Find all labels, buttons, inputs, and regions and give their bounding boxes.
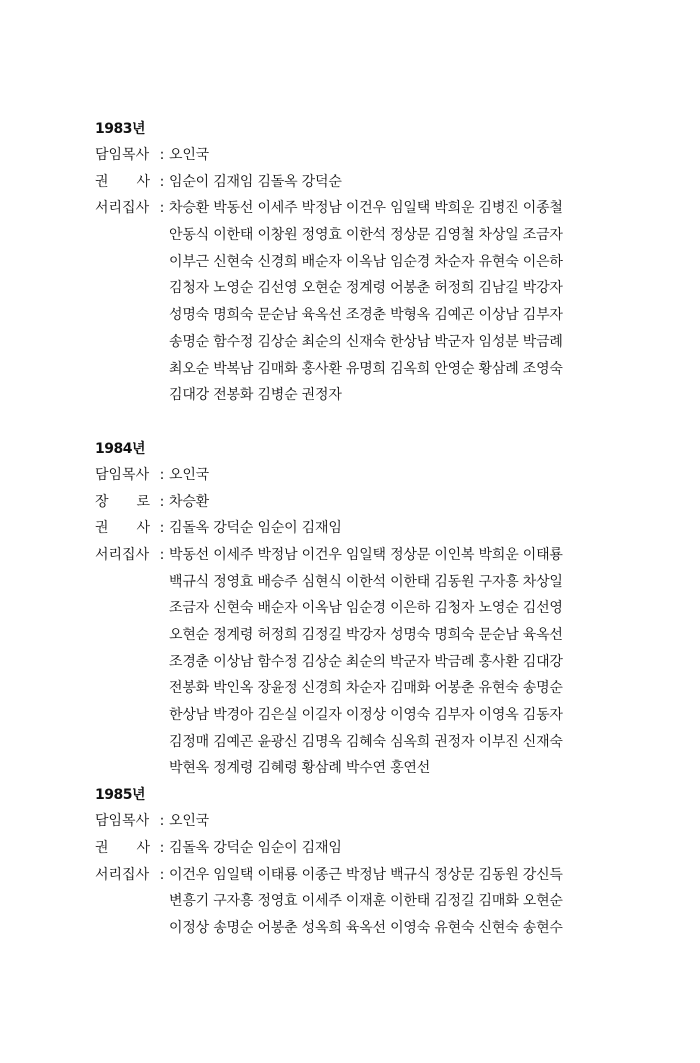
names-list <box>169 462 605 489</box>
year-heading: 1984년 <box>95 440 145 457</box>
names-line: 오인국 <box>169 466 209 483</box>
names-list <box>169 169 605 196</box>
names-line: 박현옥 정계령 김혜령 황삼례 박수연 홍연선 <box>169 760 431 777</box>
names-line: 이부근 신현숙 신경희 배순자 이옥남 임순경 차순자 유현숙 이은하 <box>169 253 563 270</box>
separator: : <box>159 839 165 856</box>
entry-kwonsa <box>95 169 615 196</box>
separator: : <box>159 520 165 537</box>
names-line: 김대강 전봉화 김병순 권정자 <box>169 387 342 404</box>
names-line: 오현순 정계령 허정희 김정길 박강자 성명숙 명희숙 문순남 육옥선 <box>169 627 563 643</box>
names-line: 조경춘 이상남 함수정 김상순 최순의 박군자 박금례 홍사환 김대강 <box>169 653 563 670</box>
entry-kwonsa <box>95 835 615 862</box>
names-line: 차승환 <box>169 493 209 510</box>
names-line: 임순이 김재임 김돌옥 강덕순 <box>169 173 342 190</box>
names-line: 이건우 임일택 이태룡 이종근 박정남 백규식 정상문 김동원 강신득 <box>169 866 563 883</box>
role-label: 서리집사 <box>95 866 150 883</box>
names-line: 김청자 노영순 김선영 오현순 정계령 어봉춘 허정희 김남길 박강자 <box>169 280 563 297</box>
names-line: 송명순 함수정 김상순 최순의 신재숙 한상남 박군자 임성분 박금례 <box>169 333 563 350</box>
section-spacer <box>95 409 615 436</box>
role-label: 담임목사 <box>95 466 150 483</box>
role-label: 권 사 <box>95 839 151 856</box>
names-line: 이정상 송명순 어봉춘 성옥희 육옥선 이영숙 유현숙 신현숙 송현수 <box>169 919 563 936</box>
names-line: 박동선 이세주 박정남 이건우 임일택 정상문 이인복 박희운 이태룡 <box>169 546 563 563</box>
names-list <box>169 542 605 782</box>
entry-pastor <box>95 142 615 169</box>
names-line: 김돌옥 강덕순 임순이 김재임 <box>169 839 342 856</box>
separator: : <box>159 200 165 217</box>
role-label: 담임목사 <box>95 813 150 830</box>
names-line: 최오순 박복남 김매화 홍사환 유명희 김옥희 안영순 황삼례 조영숙 <box>169 360 563 377</box>
role-label: 권 사 <box>95 520 151 537</box>
separator: : <box>159 147 165 163</box>
role-label: 서리집사 <box>95 546 150 563</box>
names-line: 조금자 신현숙 배순자 이옥남 임순경 이은하 김청자 노영순 김선영 <box>169 600 563 617</box>
roster-content <box>95 116 615 942</box>
separator: : <box>159 466 165 483</box>
names-line: 백규식 정영효 배승주 심현식 이한석 이한태 김동원 구자흥 차상일 <box>169 573 563 590</box>
year-heading: 1983년 <box>95 121 145 137</box>
separator: : <box>159 866 165 883</box>
entry-deacons <box>95 542 615 782</box>
names-list <box>169 835 605 862</box>
separator: : <box>159 546 165 563</box>
names-line: 김정매 김예곤 윤광신 김명옥 김혜숙 심옥희 권정자 이부진 신재숙 <box>169 733 563 750</box>
separator: : <box>159 493 165 510</box>
names-line: 한상남 박경아 김은실 이길자 이정상 이영숙 김부자 이영옥 김동자 <box>169 707 563 724</box>
role-label: 장 로 <box>95 493 151 510</box>
names-line: 전봉화 박인옥 장윤정 신경희 차순자 김매화 어봉춘 유현숙 송명순 <box>169 680 563 697</box>
names-line: 변흥기 구자흥 정영효 이세주 이재훈 이한태 김정길 김매화 오현순 <box>169 893 563 910</box>
names-list <box>169 515 605 542</box>
entry-deacons <box>95 862 615 942</box>
role-label: 서리집사 <box>95 200 150 217</box>
names-line: 오인국 <box>169 813 209 830</box>
names-list <box>169 195 605 409</box>
role-label: 권 사 <box>95 173 151 190</box>
separator: : <box>159 173 165 190</box>
year-heading: 1985년 <box>95 787 145 804</box>
names-line: 안동식 이한태 이창원 정영효 이한석 정상문 김영철 차상일 조금자 <box>169 227 563 244</box>
year-section-1985 <box>95 782 615 941</box>
names-line: 김돌옥 강덕순 임순이 김재임 <box>169 520 342 537</box>
names-list <box>169 489 605 516</box>
entry-pastor <box>95 462 615 489</box>
names-list <box>169 142 605 169</box>
separator: : <box>159 813 165 830</box>
entry-deacons <box>95 195 615 409</box>
role-label: 담임목사 <box>95 147 150 163</box>
year-section-1983 <box>95 116 615 409</box>
names-list <box>169 808 605 835</box>
entry-pastor <box>95 808 615 835</box>
names-line: 성명숙 명희숙 문순남 육옥선 조경춘 박형옥 김예곤 이상남 김부자 <box>169 307 563 324</box>
names-line: 차승환 박동선 이세주 박정남 이건우 임일택 박희운 김병진 이종철 <box>169 200 563 217</box>
entry-kwonsa <box>95 515 615 542</box>
entry-elder <box>95 489 615 516</box>
year-section-1984 <box>95 436 615 782</box>
names-line: 오인국 <box>169 147 209 163</box>
names-list <box>169 862 605 942</box>
